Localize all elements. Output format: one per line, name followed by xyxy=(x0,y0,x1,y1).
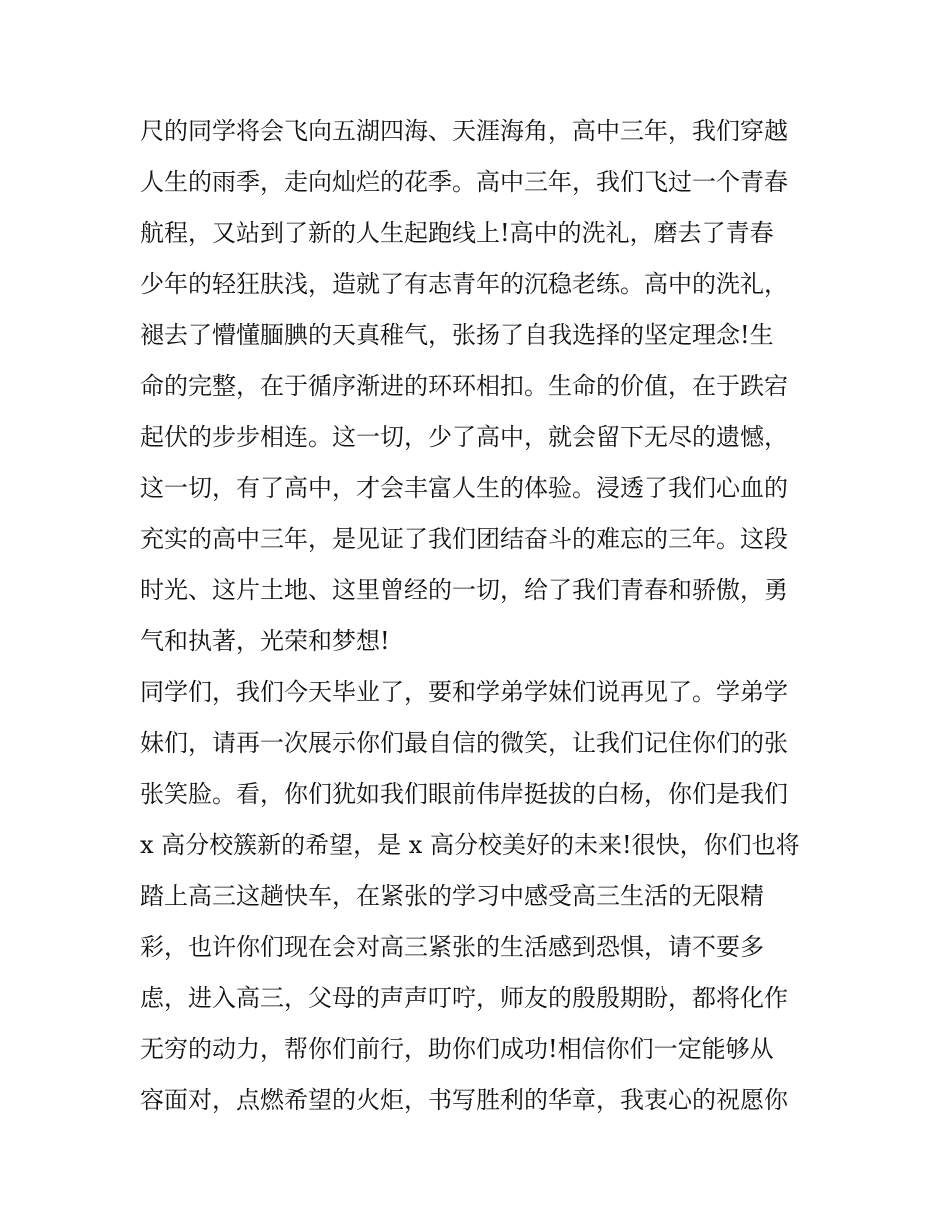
text-line-13: 妹们，请再一次展示你们最自信的微笑，让我们记住你们的张 xyxy=(140,729,788,757)
text-line-12: 同学们，我们今天毕业了，要和学弟学妹们说再见了。学弟学 xyxy=(140,678,788,706)
text-line-11: 气和执著，光荣和梦想! xyxy=(140,627,390,655)
text-line-4: 少年的轻狂肤浅，造就了有志青年的沉稳老练。高中的洗礼， xyxy=(140,270,788,298)
text-line-1: 尺的同学将会飞向五湖四海、天涯海角，高中三年，我们穿越 xyxy=(140,117,788,145)
text-line-17: 彩，也许你们现在会对高三紧张的生活感到恐惧，请不要多 xyxy=(140,933,764,961)
text-line-15: x 高分校簇新的希望，是 x 高分校美好的未来!很快，你们也将 xyxy=(140,831,800,859)
text-line-18: 虑，进入高三，父母的声声叮咛，师友的殷殷期盼，都将化作 xyxy=(140,984,788,1012)
speech-text-block xyxy=(140,106,820,1126)
text-line-6: 命的完整，在于循序渐进的环环相扣。生命的价值，在于跌宕 xyxy=(140,372,788,400)
text-line-20: 容面对，点燃希望的火炬，书写胜利的华章，我衷心的祝愿你 xyxy=(140,1086,788,1114)
text-line-8: 这一切，有了高中，才会丰富人生的体验。浸透了我们心血的 xyxy=(140,474,788,502)
text-line-3: 航程，又站到了新的人生起跑线上!高中的洗礼，磨去了青春 xyxy=(140,219,774,247)
text-line-5: 褪去了懵懂腼腆的天真稚气，张扬了自我选择的坚定理念!生 xyxy=(140,321,774,349)
text-line-2: 人生的雨季，走向灿烂的花季。高中三年，我们飞过一个青春 xyxy=(140,168,788,196)
text-line-16: 踏上高三这趟快车，在紧张的学习中感受高三生活的无限精 xyxy=(140,882,764,910)
text-line-14: 张笑脸。看，你们犹如我们眼前伟岸挺拔的白杨，你们是我们 xyxy=(140,780,788,808)
text-line-7: 起伏的步步相连。这一切，少了高中，就会留下无尽的遗憾， xyxy=(140,423,788,451)
text-line-19: 无穷的动力，帮你们前行，助你们成功!相信你们一定能够从 xyxy=(140,1035,774,1063)
text-line-9: 充实的高中三年，是见证了我们团结奋斗的难忘的三年。这段 xyxy=(140,525,788,553)
text-line-10: 时光、这片土地、这里曾经的一切，给了我们青春和骄傲，勇 xyxy=(140,576,788,604)
